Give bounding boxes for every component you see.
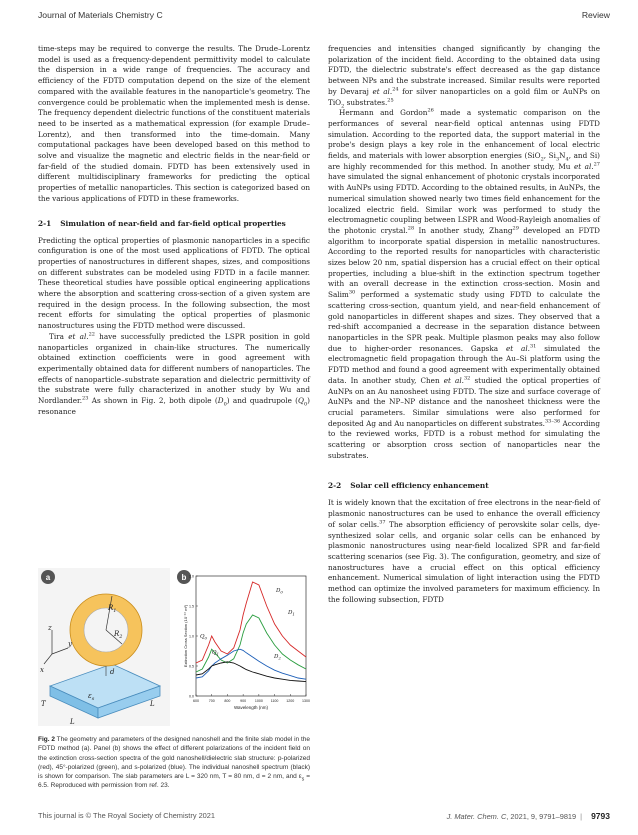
- text-run: According to the reviewed works, FDTD is a robust method for simulating the scattering or absorption cross section of nanoparticles near the substrates.: [328, 418, 600, 460]
- citation-ref[interactable]: 26: [427, 107, 434, 114]
- paragraph: [38, 332, 310, 418]
- text-run: In another study, Zhang: [414, 225, 513, 235]
- citation-details: , 2021, 9, 9791–9819: [506, 812, 577, 821]
- citation-ref[interactable]: 32: [464, 375, 471, 382]
- citation-ref[interactable]: 24: [392, 86, 399, 93]
- x-tick-label: 1100: [270, 699, 279, 703]
- journal-abbrev: J. Mater. Chem. C: [446, 812, 507, 821]
- caption-text: The geometry and parameters of the designed nanoshell and the finite slab model in the FDTD method (a). Panel (b) shows the effect of different polarizations of the incident field on the extinction cross-section spectra of the gold nanoshell/dielectric slab structure: p-polarized (red), 45°-polarized (green), and s-polarized (blue). The individual nanoshell spectrum (black) is shown for comparison. The slab parameters are L = 320 nm, T = 80 nm, d = 2 nm, and ε: [38, 736, 310, 781]
- text-run: made a systematic comparison on the performances of several near-field optical antennas using FDTD simulation. According to the reported data, the support material in the probe's design plays a key role in the enhancement of local electric fields, and materials with lower absorption energies (SiO: [328, 108, 600, 161]
- section-heading-2-1: [38, 219, 310, 229]
- citation-ref[interactable]: 33–36: [544, 418, 561, 425]
- text-run: The absorption efficiency of perovskite solar cells, dye-synthesized solar cells, and organic solar cells can be enhanced by plasmonic nanostructures using near-field localized SPR and far-field scattering scenarios (see Fig. 3). The configuration, geometry, and size of nanostructures have a crucial effect on this optical efficiency enhancement. Numerical simulation of light interaction using the FDTD method can optimize the involved parameters for maximum efficiency. In the following subsection, FDTD: [328, 519, 600, 604]
- text-run: simulated the electromagnetic field propagation through the Au–Si platform using the FDTD method and found a good agreement with experimentally obtained data. In another study, Chen: [328, 343, 600, 385]
- running-footer: [38, 811, 610, 823]
- text-run: frequencies and intensities changed significantly by changing the polarization of the incident field. According to the obtained data using FDTD, the dielectric substrate's effect decreased as the gap distance between NPs and the substrate increased. Similar results were reported by Devaraj: [328, 44, 600, 96]
- label-r2: $R_2$: [114, 630, 123, 640]
- text-run: , Si: [543, 151, 556, 161]
- peak-q1: $Q_1$: [212, 650, 220, 657]
- subscript: 3: [555, 156, 560, 163]
- et-al: et al.: [505, 343, 530, 353]
- citation-ref[interactable]: 27: [593, 161, 600, 168]
- text-run: As shown in Fig. 2, both dipole (: [88, 396, 218, 406]
- section-number: 2-1: [38, 218, 52, 228]
- text-run: It is widely known that the excitation of free electrons in the near-field of plasmonic nanostructures can be used to enhance the overall efficiency of solar cells.: [328, 498, 600, 529]
- caption-subscript: s: [301, 776, 305, 783]
- symbol: Q: [298, 396, 304, 406]
- peak-d1: $D_1$: [288, 610, 295, 617]
- figure-2-graphic: [38, 568, 310, 728]
- symbol: D: [217, 396, 224, 406]
- caption-text-end: = 6.5. Reproduced with permission from ref. 23.: [38, 773, 310, 790]
- subscript: 2: [341, 102, 345, 109]
- paragraph: [328, 44, 600, 108]
- text-run: have successfully predicted the LSPR position in gold nanoparticles organized in chain-like structures. The numerically obtained extinction coefficients were in good agreement with experimentally obtained data for different numbers of nanoparticles. The effects of nanoparticle–substrate separation and dielectric permittivity of the substrate were fully characterized in another study by Wu and Nordlander.: [38, 331, 310, 406]
- label-y: y: [68, 640, 72, 648]
- text-run: studied the optical properties of AuNPs on an Au nanosheet using FDTD. The size and surface coverage of AuNPs and the NP–NP distance and the nanosheet thickness were the crucial parameters. Similar simulations were also performed for deposited Ag and Au nanoparticles on different substrates.: [328, 375, 600, 428]
- paragraph: Predicting the optical properties of plasmonic nanoparticles in a specific configuration is one of the most used applications of FDTD. The optical properties of nanostructures in different shapes, sizes, and compositions on different substrates can be modeled using FDTD in a facile manner. These theoretical studies have possible optical engineering applications where the absorption and scattering cross-section of a given system are required in the design process. In the following subsection, the most recent efforts for simulating the optical properties of plasmonic nanostructures using the FDTD method were discussed.: [38, 235, 310, 331]
- y-tick-label: 0.0: [189, 694, 194, 699]
- right-column: [328, 44, 600, 605]
- x-tick-label: 1000: [254, 699, 263, 703]
- label-l-right: L: [150, 700, 155, 708]
- panel-a-label: a: [45, 573, 51, 582]
- paragraph: time-steps may be required to converge the results. The Drude–Lorentz model is used as a frequency-dependent permittivity model to calculate the dispersion in a wide range of frequencies. The accuracy and efficiency of the FDTD computation depend on the size of the element compared with the available features in the nanoparticle's geometry. The convergence could be problematic when the implemented mesh is dense. The frequency dependent dielectric functions of the constituent materials need to be inserted as a mathematical expression (for example Drude–Lorentz), and then transformed into the time-domain. Many computational packages have been developed based on this method to solve and visualize the magnetic and electric fields in the near-field or far-field of the studied domain. FDTD has been extensively used in different multidisciplinary frameworks for predicting the optical properties of metallic nanoparticles. This section is categorized based on the various applications of FDTD in these frameworks.: [38, 44, 310, 203]
- et-al: et al.: [68, 331, 89, 341]
- paragraph: [328, 498, 600, 605]
- section-number: 2-2: [328, 481, 342, 491]
- citation-ref[interactable]: 22: [88, 331, 95, 338]
- peak-d2: $D_2$: [274, 654, 281, 661]
- subscript: 4: [565, 156, 569, 163]
- label-d: d: [110, 668, 115, 676]
- label-z: z: [48, 624, 52, 632]
- citation-ref[interactable]: 23: [82, 395, 89, 402]
- citation-ref[interactable]: 30: [348, 289, 356, 296]
- x-tick-label: 800: [224, 699, 231, 703]
- citation-ref[interactable]: 28: [407, 225, 415, 232]
- x-tick-label: 900: [240, 699, 247, 703]
- label-t: T: [41, 700, 46, 708]
- label-r1: $R_1$: [108, 604, 117, 614]
- y-tick-label: 2.0: [189, 574, 194, 579]
- y-tick-label: 0.5: [189, 664, 194, 669]
- text-run: Tira: [49, 331, 64, 341]
- copyright-notice: This journal is © The Royal Society of Chemistry 2021: [38, 811, 216, 820]
- figure-caption: [38, 735, 310, 791]
- citation-ref[interactable]: 31: [529, 343, 537, 350]
- y-tick-label: 1.5: [189, 604, 194, 609]
- text-run: have simulated the signal enhancement of photonic crystals incorporated with AuNPs using FDTD. According to the obtained results, in AuNPs, the numerical simulation showed nearly two times field enhancement for the localized electric field. Similar work was performed to study the electromagnetic coupling between LSPR and Wood-Rayleigh anomalies of the photonic crystal.: [328, 172, 600, 235]
- extinction-chart: [183, 574, 310, 710]
- text-run: for silver nanoparticles on a gold film or AuNPs on TiO: [328, 86, 600, 107]
- et-al: et al.: [573, 161, 594, 171]
- subscript: 0: [303, 401, 308, 408]
- et-al: et al.: [443, 375, 464, 385]
- label-x: x: [40, 666, 44, 674]
- label-l-front: L: [70, 718, 75, 726]
- paragraph: [328, 108, 600, 461]
- text-run: N: [559, 151, 566, 161]
- subscript: 0: [223, 401, 227, 408]
- x-axis-label: Wavelength (nm): [233, 705, 269, 710]
- citation-ref[interactable]: 37: [379, 519, 386, 526]
- running-header: [38, 10, 610, 24]
- section-title: Simulation of near-field and far-field optical properties: [60, 218, 286, 228]
- text-run: performed a systematic study using FDTD to calculate the scattering cross-section, quantum yield, and near-field enhancement of gold nanoparticles in different shapes and sizes. They observed that a red-shift accompanied a decrease in the separation distance between nanoparticles in the SPR peak. Multiple plasmon peaks may also follow due to higher-order resonances. Gapska: [328, 290, 600, 353]
- caption-label: Fig. 2: [38, 736, 55, 743]
- text-run: ) resonance: [38, 396, 310, 416]
- y-axis-label: Extinction Cross Section (10⁻¹⁰ m²): [183, 604, 188, 668]
- section-title: Solar cell efficiency enhancement: [350, 481, 489, 491]
- y-tick-label: 1.0: [189, 634, 194, 639]
- citation-ref[interactable]: 29: [512, 225, 519, 232]
- panel-b-label: b: [181, 573, 187, 582]
- section-heading-2-2: [328, 481, 600, 491]
- text-run: , and Si) are highly recommended for this method. In another study, Mu: [328, 151, 600, 171]
- citation-block: [447, 811, 610, 821]
- peak-d0: $D_0$: [276, 588, 283, 595]
- subscript: 2: [540, 156, 544, 163]
- separator: |: [580, 812, 583, 821]
- text-run: ) and quadrupole (: [226, 396, 299, 406]
- plot-frame: [196, 576, 306, 696]
- text-run: substrates.: [344, 97, 388, 107]
- x-tick-label: 1300: [302, 699, 310, 703]
- x-tick-label: 700: [208, 699, 215, 703]
- x-tick-label: 1200: [286, 699, 295, 703]
- label-epsilon-s: $\varepsilon_s$: [88, 692, 95, 702]
- et-al: et al.: [372, 86, 393, 96]
- left-column: [38, 44, 310, 418]
- citation-ref[interactable]: 25: [387, 97, 394, 104]
- peak-q0: $Q_0$: [200, 634, 208, 641]
- figure-2: [38, 568, 310, 728]
- article-type: Review: [581, 10, 610, 20]
- text-run: Hermann and Gordon: [339, 108, 428, 118]
- text-run: developed an FDTD algorithm to incorporate spatial dispersion in metallic nanostructures. According to the reported results for nanoparticles with characteristic sizes below 20 nm, spatial dispersion has a crucial effect on their optical properties, including a blue-shift in the extinction spectrum together with an overall decrease in the extinction cross-section. Mosin and Salim: [328, 225, 600, 300]
- journal-name: Journal of Materials Chemistry C: [38, 10, 163, 20]
- x-tick-label: 600: [193, 699, 199, 703]
- page-number: 9793: [591, 811, 610, 821]
